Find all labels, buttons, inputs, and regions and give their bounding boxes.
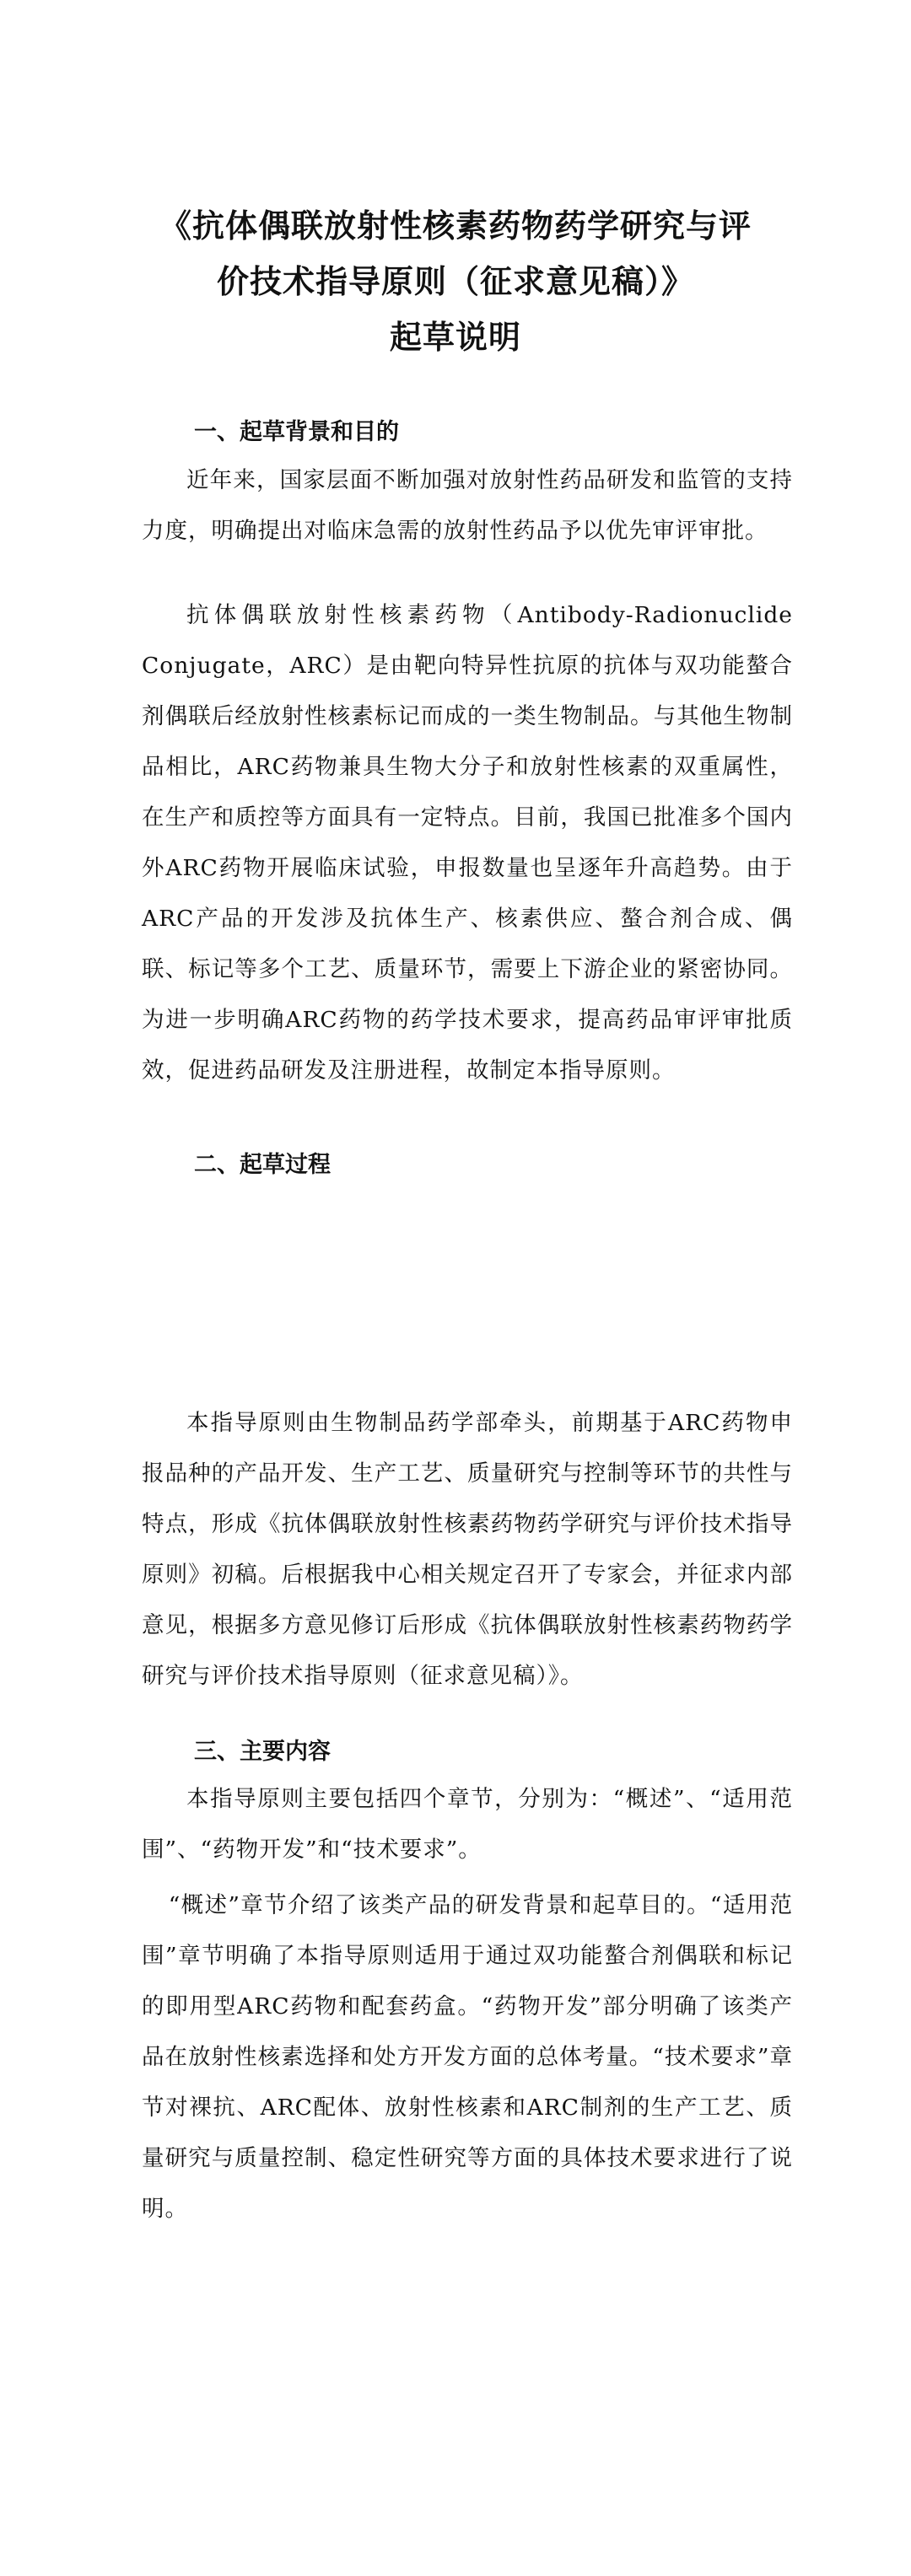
section-heading-background: 一、起草背景和目的 [194,419,399,445]
section-paragraph: 本指导原则主要包括四个章节，分别为：“概述”、“适用范围”、“药物开发”和“技术要求”。 [142,1786,793,1863]
section-heading-content: 三、主要内容 [194,1739,331,1765]
section-paragraph: “概述”章节介绍了该类产品的研发背景和起草目的。“适用范围”章节明确了本指导原则适用于通过双功能螯合剂偶联和标记的即用型ARC药物和配套药盒。“药物开发”部分明确了该类产品在放射性核素选择和处方开发方面的总体考量。“技术要求”章节对裸抗、ARC配体、放射性核素和ARC制剂的生产工艺、质量研究与质量控制、稳定性研究等方面的具体技术要求进行了说明。 [142,1892,793,2222]
section-heading-process: 二、起草过程 [194,1152,331,1178]
document-title-line-2: 价技术指导原则（征求意见稿）》 [216,262,694,300]
section-paragraph: 本指导原则由生物制品药学部牵头，前期基于ARC药物申报品种的产品开发、生产工艺、质量研究与控制等环节的共性与特点，形成《抗体偶联放射性核素药物药学研究与评价技术指导原则》初稿。后根据我中心相关规定召开了专家会，并征求内部意见，根据多方意见修订后形成《抗体偶联放射性核素药物药学研究与评价技术指导原则（征求意见稿）》。 [142,1410,793,1689]
document-title-line-3: 起草说明 [389,318,521,356]
document-title-line-1: 《抗体偶联放射性核素药物药学研究与评 [159,207,752,245]
section-paragraph: 抗体偶联放射性核素药物（Antibody-Radionuclide Conjugate，ARC）是由靶向特异性抗原的抗体与双功能螯合剂偶联后经放射性核素标记而成的一类生物制品。与其他生物制品相比，ARC药物兼具生物大分子和放射性核素的双重属性，在生产和质控等方面具有一定特点。目前，我国已批准多个国内外ARC药物开展临床试验，申报数量也呈逐年升高趋势。由于ARC产品的开发涉及抗体生产、核素供应、螯合剂合成、偶联、标记等多个工艺、质量环节，需要上下游企业的紧密协同。为进一步明确ARC药物的药学技术要求，提高药品审评审批质效，促进药品研发及注册进程，故制定本指导原则。 [142,602,793,1084]
section-paragraph: 近年来，国家层面不断加强对放射性药品研发和监管的支持力度，明确提出对临床急需的放射性药品予以优先审评审批。 [142,467,793,544]
